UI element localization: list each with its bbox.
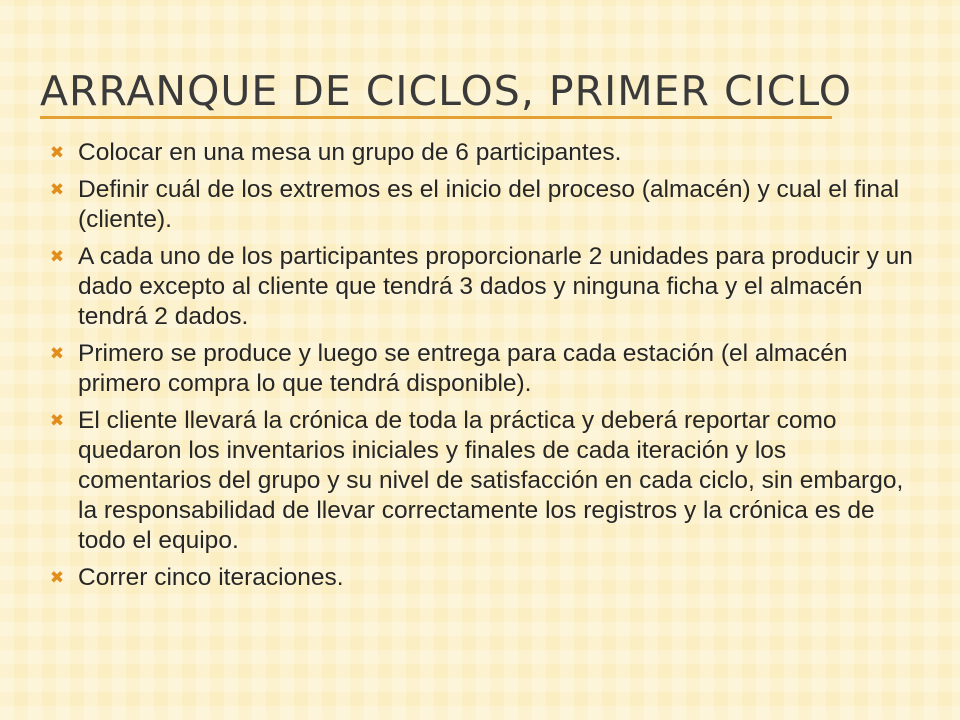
x-mark-icon: ✖: [49, 344, 65, 364]
bullet-item: [44, 175, 924, 235]
x-mark-icon: ✖: [49, 180, 65, 200]
title-underline: [40, 116, 832, 119]
bullet-text: El cliente llevará la crónica de toda la práctica y deberá reportar como quedaron los inventarios iniciales y finales de cada iteración y los comentarios del grupo y su nivel de satisfacción en cada ciclo, sin embargo, la responsabilidad de llevar correctamente los registros y la crónica es de todo el equipo.: [78, 407, 904, 554]
x-mark-icon: ✖: [49, 143, 65, 163]
slide-title: ARRANQUE DE CICLOS, PRIMER CICLO: [40, 67, 853, 115]
bullet-text: A cada uno de los participantes proporcionarle 2 unidades para producir y un dado excepto al cliente que tendrá 3 dados y ninguna ficha y el almacén tendrá 2 dados.: [78, 243, 913, 330]
bullet-item: [44, 138, 924, 168]
bullet-text: Primero se produce y luego se entrega para cada estación (el almacén primero compra lo que tendrá disponible).: [78, 340, 848, 397]
bullet-list: [44, 138, 924, 600]
bullet-text: Correr cinco iteraciones.: [78, 564, 344, 591]
x-mark-icon: ✖: [49, 568, 65, 588]
bullet-item: [44, 563, 924, 593]
x-mark-icon: ✖: [49, 247, 65, 267]
bullet-item: [44, 339, 924, 399]
bullet-item: [44, 406, 924, 556]
x-mark-icon: ✖: [49, 411, 65, 431]
bullet-text: Colocar en una mesa un grupo de 6 participantes.: [78, 139, 622, 166]
bullet-item: [44, 242, 924, 332]
bullet-text: Definir cuál de los extremos es el inicio del proceso (almacén) y cual el final (cliente).: [78, 176, 900, 233]
